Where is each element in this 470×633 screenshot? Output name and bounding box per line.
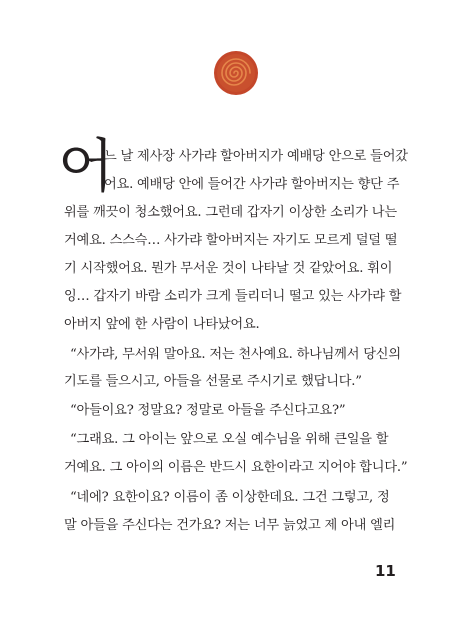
paragraph1-line7: 아버지 앞에 한 사람이 나타났어요. xyxy=(64,317,260,332)
dialogue1-line1: “사가랴, 무서워 말아요. 저는 천사예요. 하나님께서 당신의 xyxy=(70,347,401,362)
paragraph1-line2: 어요. 예배당 안에 들어간 사가랴 할아버지는 향단 주 xyxy=(104,177,400,192)
drop-cap: 어 xyxy=(58,132,115,200)
dialogue1-line2: 기도를 들으시고, 아들을 선물로 주시기로 했답니다.” xyxy=(64,374,362,389)
dialogue2-line1: “아들이요? 정말요? 정말로 아들을 주신다고요?” xyxy=(70,403,346,418)
dialogue4-line2: 말 아들을 주신다는 건가요? 저는 너무 늙었고 제 아내 엘리 xyxy=(64,518,396,533)
red-spiral-circle-icon xyxy=(213,50,259,96)
dialogue4-line1: “네에? 요한이요? 이름이 좀 이상한데요. 그건 그렇고, 정 xyxy=(70,490,390,505)
paragraph1-line4: 거예요. 스스슥… 사가랴 할아버지는 자기도 모르게 덜덜 떨 xyxy=(64,233,398,248)
paragraph1-line6: 잉… 갑자기 바람 소리가 크게 들리더니 떨고 있는 사가랴 할 xyxy=(64,289,402,304)
paragraph1-line3: 위를 깨끗이 청소했어요. 그런데 갑자기 이상한 소리가 나는 xyxy=(64,205,397,220)
paragraph1-line5: 기 시작했어요. 뭔가 무서운 것이 나타날 것 같았어요. 휘이 xyxy=(64,261,393,276)
dialogue3-line1: “그래요. 그 아이는 앞으로 오실 예수님을 위해 큰일을 할 xyxy=(70,432,389,447)
paragraph1-line1: 느 날 제사장 사가랴 할아버지가 예배당 안으로 들어갔 xyxy=(104,149,408,164)
page-number: 11 xyxy=(375,562,396,580)
dialogue3-line2: 거예요. 그 아이의 이름은 반드시 요한이라고 지어야 합니다.” xyxy=(64,460,408,475)
